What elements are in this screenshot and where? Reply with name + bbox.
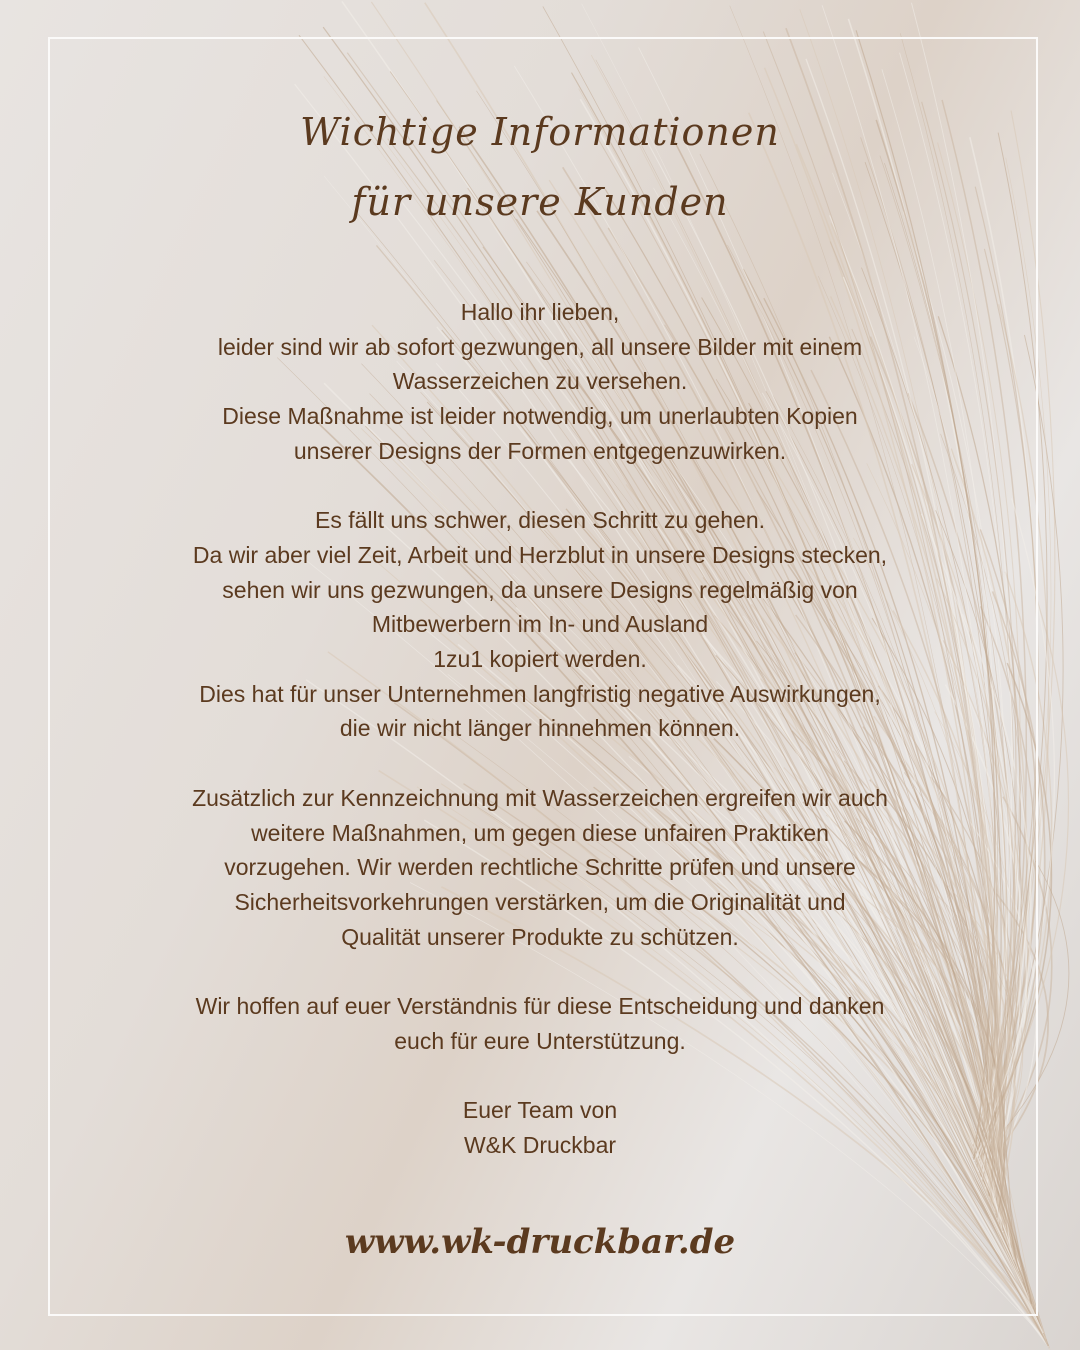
text-line: Sicherheitsvorkehrungen verstärken, um die Originalität und [234, 888, 846, 915]
paragraph [0, 781, 1080, 955]
text-line: Zusätzlich zur Kennzeichnung mit Wasserzeichen ergreifen wir auch [192, 784, 888, 811]
text-line: euch für eure Unterstützung. [394, 1027, 686, 1054]
text-line: Dies hat für unser Unternehmen langfristig negative Auswirkungen, [199, 680, 881, 707]
paragraph [0, 989, 1080, 1058]
text-line: Es fällt uns schwer, diesen Schritt zu gehen. [314, 507, 766, 534]
text-line: weitere Maßnahmen, um gegen diese unfairen Praktiken [251, 819, 829, 846]
title-line-2: für unsere Kunden [351, 180, 729, 224]
paragraph [0, 503, 1080, 746]
paragraph [0, 295, 1080, 469]
text-line: Da wir aber viel Zeit, Arbeit und Herzblut in unsere Designs stecken, [192, 541, 888, 568]
text-line: sehen wir uns gezwungen, da unsere Designs regelmäßig von [222, 576, 858, 603]
text-line: vorzugehen. Wir werden rechtliche Schritte prüfen und unsere [224, 854, 856, 881]
notice-body [0, 295, 1080, 1197]
text-line: leider sind wir ab sofort gezwungen, all unsere Bilder mit einem [217, 333, 863, 360]
text-line: 1zu1 kopiert werden. [433, 646, 647, 673]
text-line: Qualität unserer Produkte zu schützen. [341, 923, 739, 950]
text-line: Diese Maßnahme ist leider notwendig, um unerlaubten Kopien [222, 403, 858, 430]
text-line: die wir nicht länger hinnehmen können. [339, 715, 741, 742]
text-line: Wasserzeichen zu versehen. [392, 368, 688, 395]
website-link[interactable]: www.wk-druckbar.de [344, 1222, 736, 1262]
text-line: Mitbewerbern im In- und Ausland [371, 611, 709, 638]
paragraph [0, 1093, 1080, 1162]
text-line: Hallo ihr lieben, [460, 299, 620, 325]
text-line: unserer Designs der Formen entgegenzuwirken. [293, 437, 787, 464]
text-line: W&K Druckbar [463, 1131, 617, 1158]
text-line: Euer Team von [462, 1097, 618, 1124]
title-line-1: Wichtige Informationen [300, 110, 780, 154]
text-line: Wir hoffen auf euer Verständnis für diese Entscheidung und danken [195, 993, 885, 1020]
